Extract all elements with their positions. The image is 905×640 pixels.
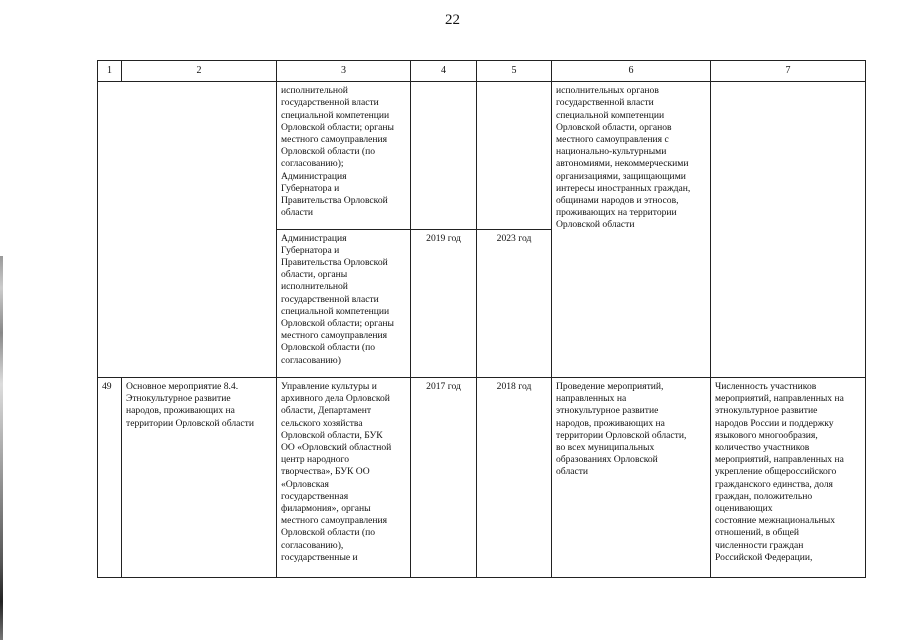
executors-cell: Управление культуры и архивного дела Орловской области, Департамент сельского хозяйства Орловской области, БУК ОО «Орловский областной центр народного творчества», БУК ОО «Орловская государственная филармония», органы местного самоуправления Орловской области (по согласованию), государственные и <box>277 378 411 578</box>
header-col-3: 3 <box>277 61 411 82</box>
page-number: 22 <box>445 12 460 28</box>
measures-table <box>97 60 866 578</box>
scan-edge <box>0 0 3 640</box>
header-row <box>98 61 866 82</box>
header-col-2: 2 <box>122 61 277 82</box>
continuation-empty-cell <box>98 82 277 378</box>
continuation-row <box>98 82 866 229</box>
header-col-7: 7 <box>711 61 866 82</box>
table-row <box>98 378 866 578</box>
start-year-cell: 2017 год <box>411 378 477 578</box>
expected-result-cell: Проведение мероприятий, направленных на этнокультурное развитие народов, проживающих на территории Орловской области, во всех муниципальных образованиях Орловской области <box>552 378 711 578</box>
end-year-cell: 2018 год <box>477 378 552 578</box>
header-col-5: 5 <box>477 61 552 82</box>
executors-cell: исполнительной государственной власти специальной компетенции Орловской области; органы местного самоуправления Орловской области (по согласованию); Администрация Губернатора и Правительства Орловской области <box>277 82 411 229</box>
header-col-1: 1 <box>98 61 122 82</box>
measure-name-cell: Основное мероприятие 8.4. Этнокультурное развитие народов, проживающих на территории Орловской области <box>122 378 277 578</box>
header-col-6: 6 <box>552 61 711 82</box>
executors-cell: Администрация Губернатора и Правительства Орловской области, органы исполнительной государственной власти специальной компетенции Орловской области; органы местного самоуправления Орловской области (по согласованию) <box>277 229 411 377</box>
end-year-cell-empty <box>477 82 552 229</box>
start-year-cell-empty <box>411 82 477 229</box>
indicator-cell-empty <box>711 82 866 378</box>
row-number-cell: 49 <box>98 378 122 578</box>
indicator-cell: Численность участников мероприятий, направленных на этнокультурное развитие народов России и поддержку языкового многообразия, количество участников мероприятий, направленных на укрепление общероссийского гражданского единства, доля граждан, положительно оценивающих состояние межнациональных отношений, в общей численности граждан Российской Федерации, <box>711 378 866 578</box>
start-year-cell: 2019 год <box>411 229 477 377</box>
end-year-cell: 2023 год <box>477 229 552 377</box>
expected-result-cell: исполнительных органов государственной власти специальной компетенции Орловской области, органов местного самоуправления с национально-культурными автономиями, некоммерческими организациями, защищающими интересы иностранных граждан, общинами народов и этносов, проживающих на территории Орловской области <box>552 82 711 378</box>
header-col-4: 4 <box>411 61 477 82</box>
